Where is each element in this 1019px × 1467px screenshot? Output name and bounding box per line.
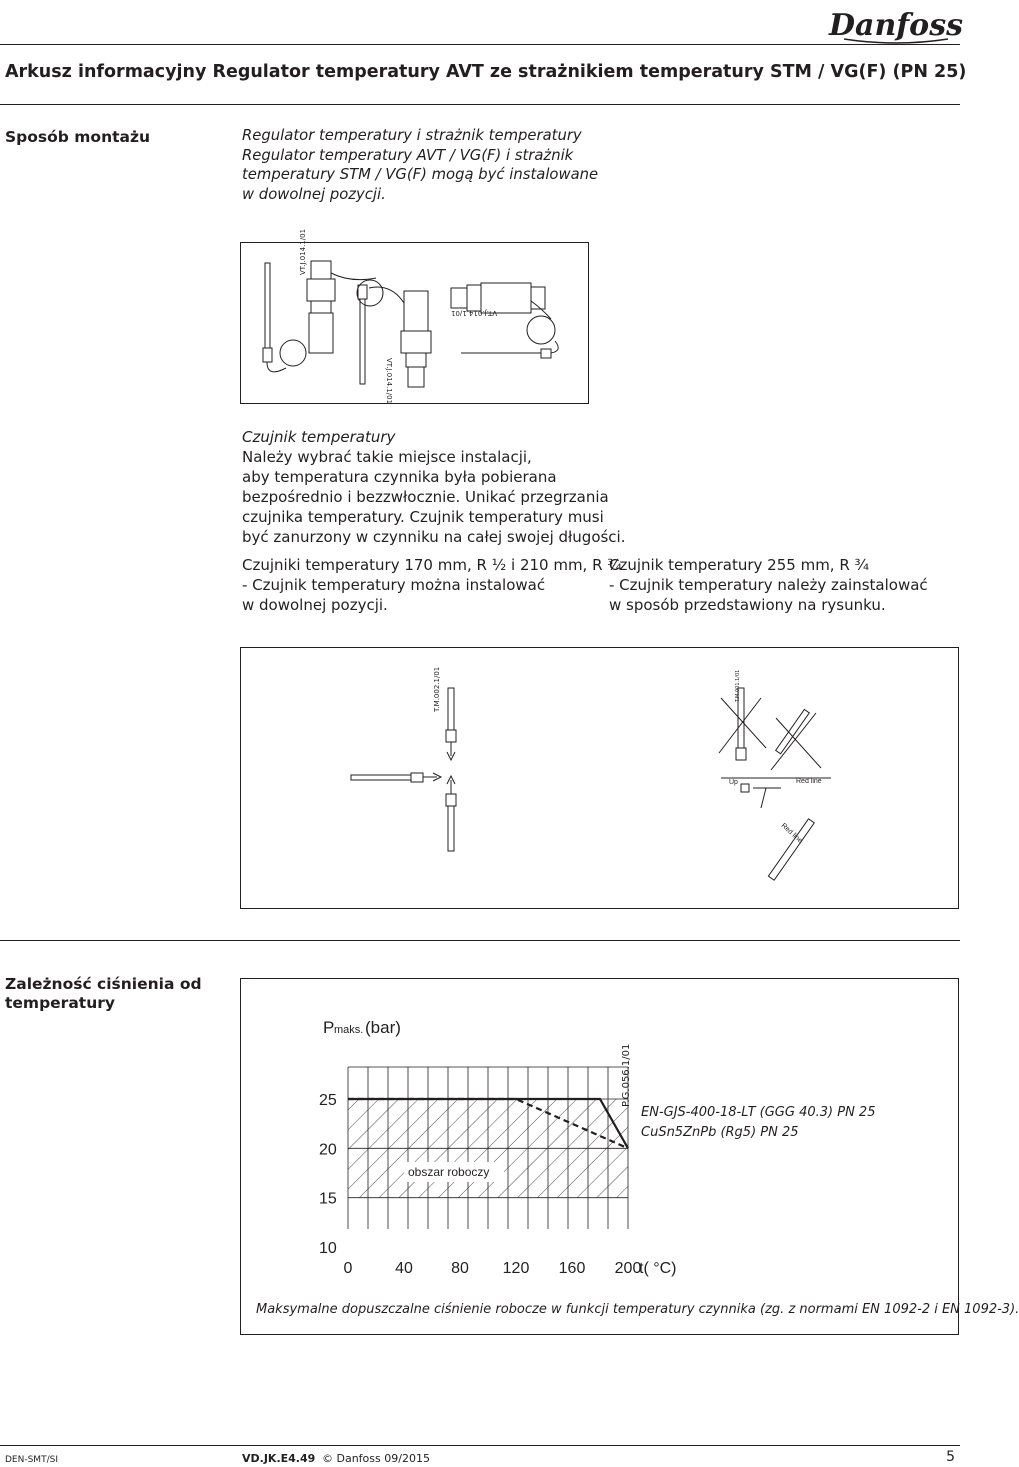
page-number: 5 [946,1449,955,1465]
long-sensor-line: - Czujnik temperatury należy zainstalować [609,576,928,594]
title-rule [0,104,960,105]
pressure-chart-box [240,978,1019,1335]
footer-rule [0,1445,960,1446]
footer-copyright: © Danfoss 09/2015 [322,1452,430,1465]
section-label-line: temperatury [5,994,115,1012]
y-tick-label: 15 [319,1190,337,1208]
sensor-line: aby temperatura czynnika była pobierana [242,468,557,486]
chart-caption: Maksymalne dopuszczalne ciśnienie robocze w funkcji temperatury czynnika (zg. z normami EN 1092-2 i EN 1092-3). [256,1302,1019,1317]
sensor-line: bezpośrednio i bezzwłocznie. Unikać przegrzania [242,488,609,506]
y-axis-label-subscript: maks. [334,1024,364,1036]
x-tick-label: 0 [343,1260,353,1277]
footer-left: DEN-SMT/SI [5,1455,58,1465]
legend-item: EN-GJS-400-18-LT (GGG 40.3) PN 25 [641,1105,876,1120]
sensor-heading: Czujnik temperatury [242,428,396,446]
sensor-long-column [609,555,928,615]
long-sensor-line: Czujnik temperatury 255 mm, R ¾ [609,556,870,574]
x-tick-label: 200 [614,1260,642,1277]
figure-code: T.M.002.1/01 [433,666,441,712]
label-red-line: Red line [779,822,804,845]
y-tick-label: 20 [319,1141,337,1159]
sensor-short-column [242,555,622,615]
danfoss-logo [829,6,963,46]
region-label: obszar roboczy [408,1164,490,1179]
figure-code: VT.J.014.1/01 [451,309,498,317]
chart-code: P.G.056.1/01 [621,1043,632,1107]
figure-sensor-positions [240,647,959,909]
x-tick-label: 160 [558,1260,586,1277]
sensor-line: być zanurzony w czynniku na całej swojej długości. [242,528,626,546]
figure-code: T.M.001.1/01 [735,669,741,702]
intro-line: w dowolnej pozycji. [242,185,386,203]
section-label-line: Zależność ciśnienia od [5,975,202,993]
mounting-intro [242,126,602,204]
figure-installation-positions [240,228,589,405]
figure-code: VT.J.014.1/01 [385,358,393,405]
label-up: Up [729,779,738,786]
figure-code: VT.J.014.1/01 [299,228,307,275]
section-label-pressure [5,975,202,1013]
sensor-line: Należy wybrać takie miejsce instalacji, [242,448,532,466]
long-sensor-line: w sposób przedstawiony na rysunku. [609,596,886,614]
intro-line: Regulator temperatury i strażnik temperatury [242,127,582,144]
header-rule [0,44,960,45]
x-tick-label: 80 [451,1260,469,1277]
short-sensor-line: - Czujnik temperatury można instalować [242,576,546,594]
x-axis-label: t( °C) [639,1260,677,1277]
logo-text: Danfoss [829,8,963,43]
figure-sensor-drawing [241,648,958,908]
y-axis-label: P [323,1018,335,1037]
intro-line: Regulator temperatury AVT / VG(F) i strażnik [242,146,574,164]
y-tick-label: 25 [319,1092,337,1109]
legend-item: CuSn5ZnPb (Rg5) PN 25 [641,1125,799,1140]
pressure-chart [241,979,958,1334]
footer-code: VD.JK.E4.49 [242,1452,316,1465]
sensor-description [242,447,626,547]
sensor-line: czujnika temperatury. Czujnik temperatury musi [242,508,604,526]
y-tick-label: 10 [319,1240,337,1257]
section-rule [0,940,960,941]
x-tick-label: 120 [502,1260,530,1277]
intro-line: temperatury STM / VG(F) mogą być instalowane [242,166,599,183]
figure-installation-drawing [241,243,588,403]
y-axis-unit: (bar) [365,1018,401,1037]
short-sensor-line: w dowolnej pozycji. [242,596,388,614]
x-tick-label: 40 [395,1260,413,1277]
chart-legend [641,1103,875,1143]
section-label-mounting: Sposób montażu [5,128,151,146]
short-sensor-line: Czujniki temperatury 170 mm, R ½ i 210 mm, R ¾ [242,556,622,574]
label-red-line: Red line [796,778,822,785]
page-title: Arkusz informacyjny Regulator temperatury AVT ze strażnikiem temperatury STM / VG(F) (PN 25) [5,62,967,82]
